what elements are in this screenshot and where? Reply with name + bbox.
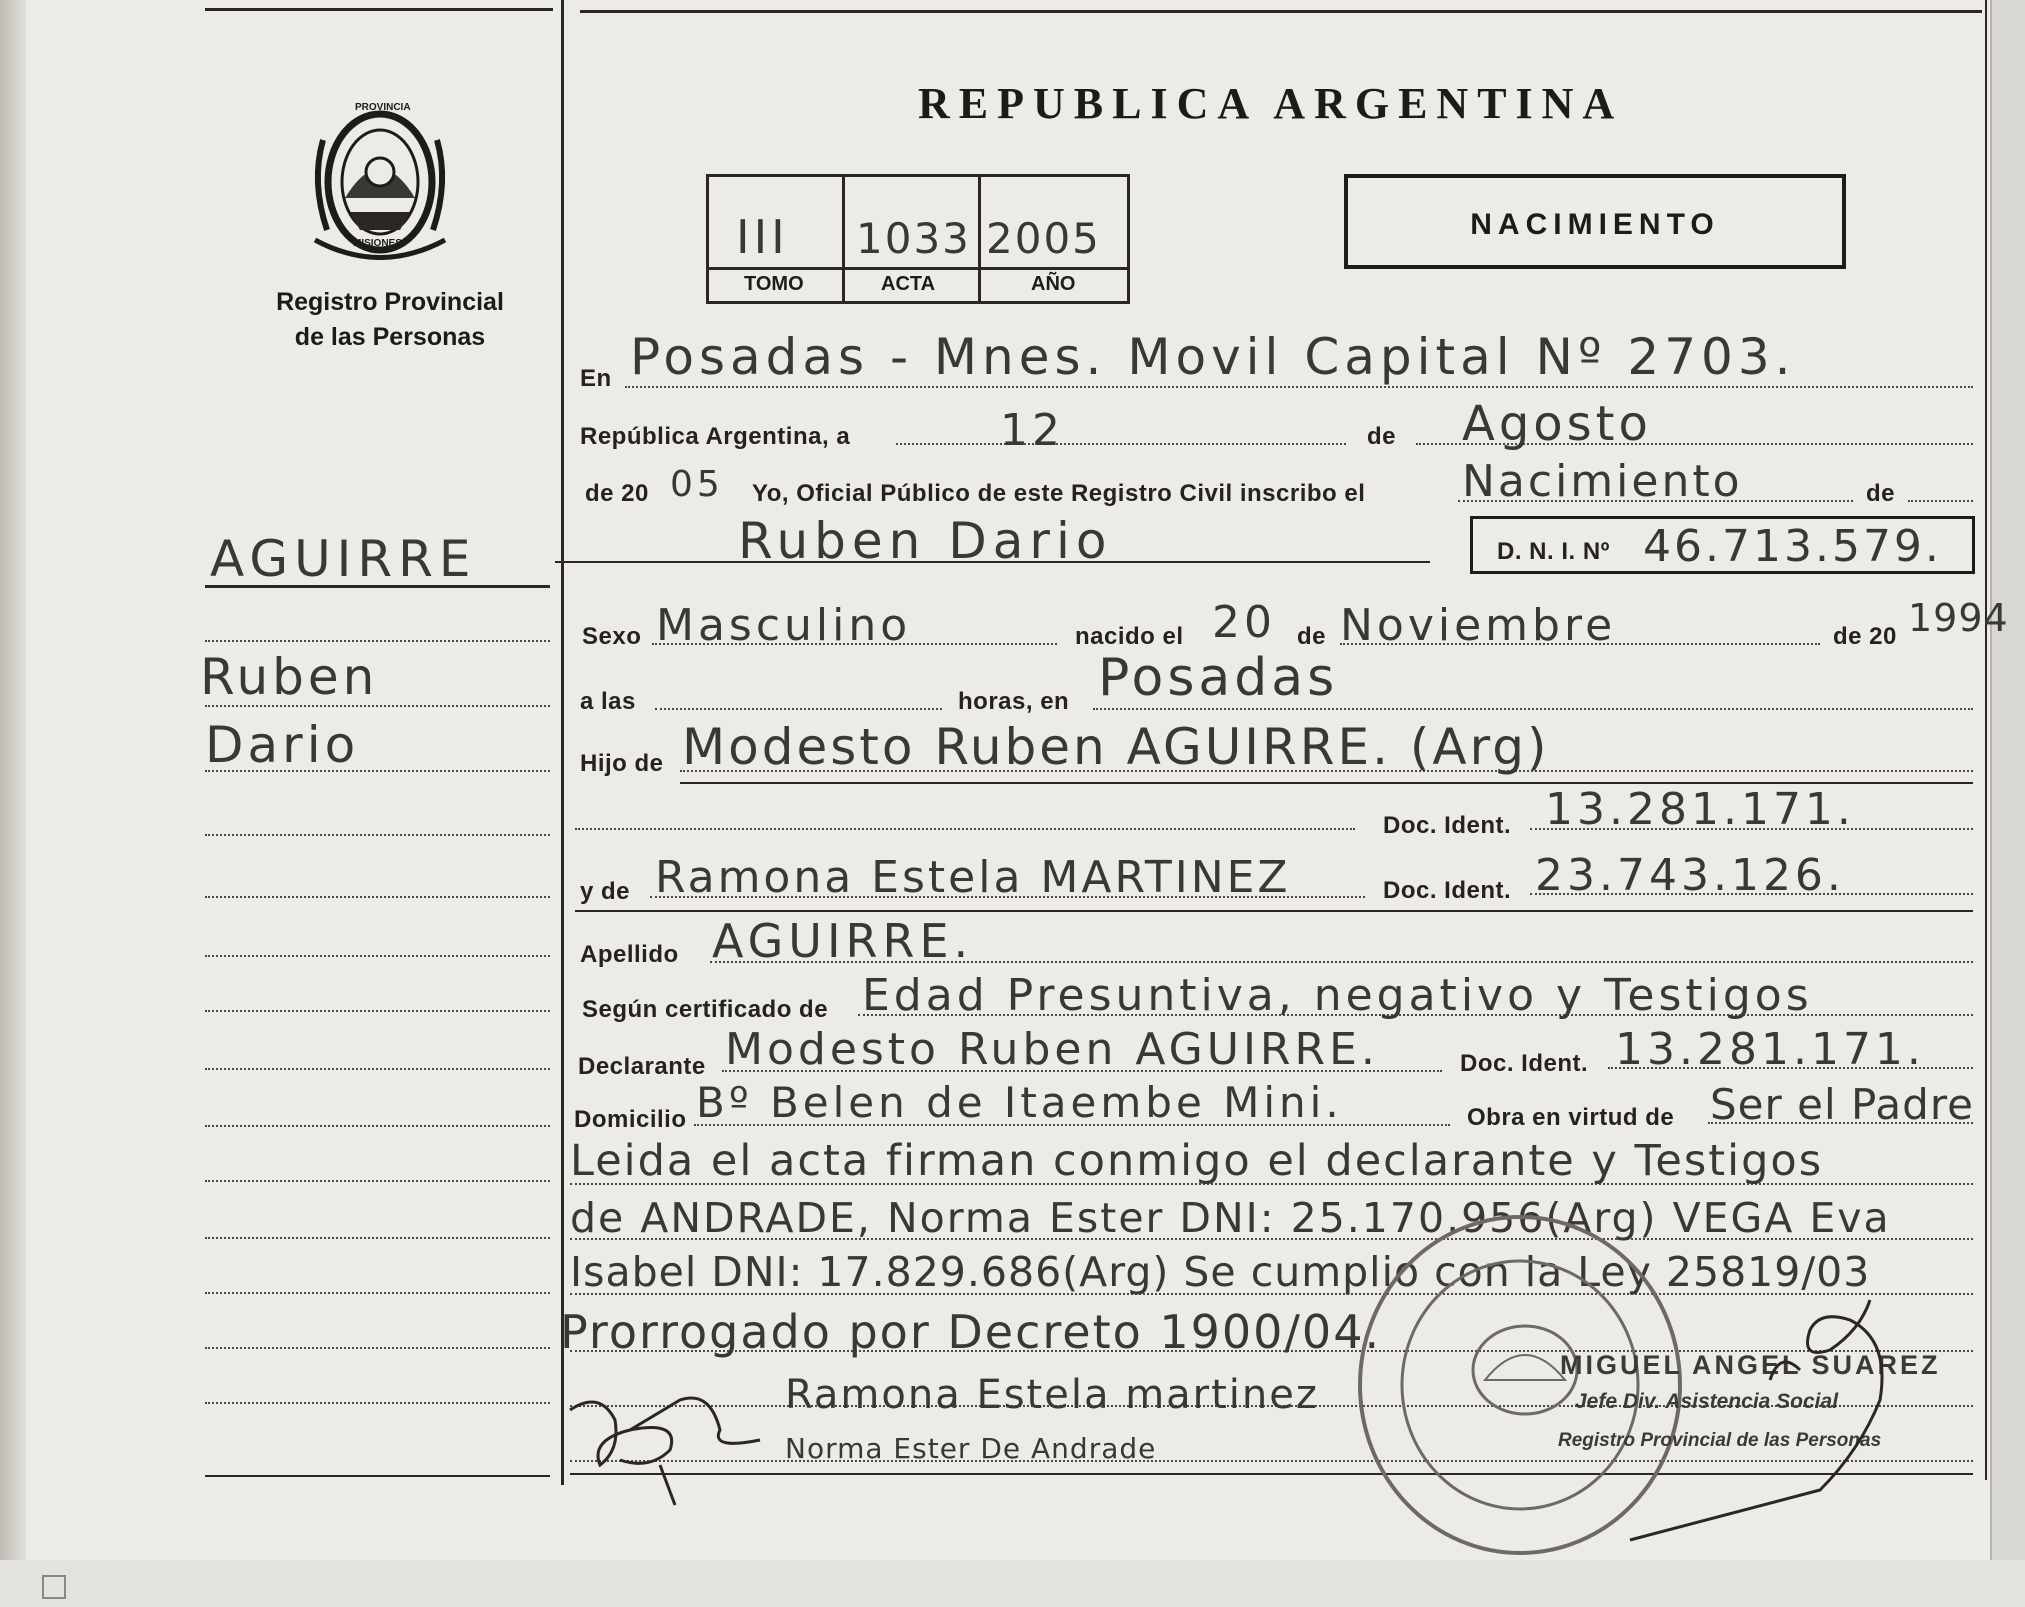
de-line [1908, 500, 1973, 502]
mother-doc-value: 23.743.126. [1535, 850, 1845, 901]
day-line [896, 443, 1346, 445]
signature-witness: Norma Ester De Andrade [785, 1432, 1157, 1465]
sidebar-given-1: Ruben [200, 648, 379, 706]
hijo-label: Hijo de [580, 750, 664, 777]
sidebar-line [205, 1237, 550, 1239]
birth-place-line [1093, 708, 1973, 710]
ano-label: AÑO [1031, 273, 1076, 295]
sidebar-line [205, 1125, 550, 1127]
page-edge-bottom [0, 1560, 2025, 1607]
sidebar-line [205, 1010, 550, 1012]
y-de-label: y de [580, 878, 631, 905]
year-suffix-value: 05 [670, 464, 724, 505]
sidebar-line [205, 1292, 550, 1294]
declarante-label: Declarante [578, 1053, 706, 1080]
record-box [706, 174, 1130, 304]
official-title: Jefe Div. Asistencia Social [1575, 1390, 1839, 1413]
segun-value: Edad Presuntiva, negativo y Testigos [862, 970, 1813, 1021]
seal-text-top: PROVINCIA [355, 102, 411, 113]
page-title: REPUBLICA ARGENTINA [918, 79, 1624, 128]
document-type: NACIMIENTO [1470, 208, 1720, 241]
sidebar-line [205, 1347, 550, 1349]
sidebar-line [205, 1180, 550, 1182]
declarante-doc-value: 13.281.171. [1615, 1024, 1925, 1075]
notes-text-2: de ANDRADE, Norma Ester DNI: 25.170.956(Arg) VEGA Eva [570, 1194, 1891, 1242]
official-signature-right [1620, 1290, 1920, 1550]
mother-underline [575, 910, 1973, 912]
en-line [625, 386, 1973, 388]
sexo-value: Masculino [656, 600, 912, 651]
name-value: Ruben Dario [738, 512, 1113, 570]
yo-label: Yo, Oficial Público de este Registro Civil inscribo el [752, 480, 1366, 507]
apellido-label: Apellido [580, 941, 679, 968]
official-signature-left [560, 1370, 790, 1510]
registry-name [240, 285, 540, 355]
birth-year-prefix: de 20 [1833, 623, 1897, 650]
right-border [1985, 0, 1987, 1480]
doc-ident-label-mother: Doc. Ident. [1383, 877, 1512, 904]
sidebar-line [205, 955, 550, 957]
page-edge-right [1990, 0, 2025, 1607]
birth-month-value: Noviembre [1340, 600, 1617, 651]
father-value: Modesto Ruben AGUIRRE. (Arg) [682, 718, 1550, 776]
obra-label: Obra en virtud de [1467, 1104, 1675, 1131]
record-box-divider [706, 267, 1130, 270]
sidebar-surname: AGUIRRE [210, 530, 477, 588]
dni-value: 46.713.579. [1643, 521, 1942, 572]
hour-line [655, 708, 942, 710]
sidebar-line [205, 834, 550, 836]
registry-line1: Registro Provincial [276, 288, 504, 316]
segun-label: Según certificado de [582, 996, 829, 1023]
tomo-label: TOMO [744, 273, 804, 295]
sidebar-given-2: Dario [205, 716, 360, 774]
notes-text-1: Leida el acta firman conmigo el declarante y Testigos [570, 1136, 1824, 1186]
tomo-value: III [736, 210, 789, 264]
horas-label: horas, en [958, 688, 1070, 715]
day-value: 12 [1000, 405, 1064, 456]
book-binding [0, 0, 26, 1607]
acta-label: ACTA [881, 273, 936, 295]
sidebar-line [205, 705, 550, 707]
doc-ident-label: Doc. Ident. [1383, 812, 1512, 839]
apellido-value: AGUIRRE. [712, 914, 974, 968]
father-extra-line [575, 828, 1355, 830]
de-label-2: de [1866, 480, 1896, 507]
sidebar-line [205, 896, 550, 898]
birth-year-value: 1994 [1908, 596, 2009, 640]
sidebar-rule-1 [205, 585, 550, 588]
sexo-label: Sexo [582, 623, 642, 650]
corner-mark [42, 1575, 66, 1599]
domicilio-label: Domicilio [574, 1106, 687, 1133]
seal-text-bottom: MISIONES [353, 238, 402, 249]
birth-place-value: Posadas [1098, 648, 1339, 708]
ano-value: 2005 [986, 214, 1101, 263]
official-name: MIGUEL ANGEL SUAREZ [1560, 1350, 1941, 1380]
obra-value: Ser el Padre [1710, 1080, 1974, 1129]
nacido-label: nacido el [1075, 623, 1184, 650]
sidebar-bottom-rule [205, 1475, 550, 1477]
dni-label: D. N. I. Nº [1497, 538, 1610, 565]
doc-ident-label-declarante: Doc. Ident. [1460, 1050, 1589, 1077]
de-label-3: de [1297, 623, 1327, 650]
de-label: de [1367, 423, 1397, 450]
declarante-value: Modesto Ruben AGUIRRE. [725, 1024, 1379, 1075]
year-prefix: de 20 [585, 480, 649, 507]
birth-day-value: 20 [1212, 597, 1276, 648]
mother-value: Ramona Estela MARTINEZ [655, 852, 1291, 903]
sidebar-line [205, 640, 550, 642]
column-divider [561, 0, 564, 1485]
registry-line2: de las Personas [294, 323, 486, 351]
republica-label: República Argentina, a [580, 423, 851, 450]
notes-text-4: Prorrogado por Decreto 1900/04. [560, 1305, 1382, 1359]
top-rule-left [205, 8, 553, 11]
inscribo-value: Nacimiento [1462, 456, 1743, 507]
document-type-box [1344, 174, 1846, 269]
sidebar-line [205, 770, 550, 772]
domicilio-value: Bº Belen de Itaembe Mini. [696, 1078, 1343, 1127]
sidebar-line [205, 1068, 550, 1070]
sidebar-line [205, 1402, 550, 1404]
month-value: Agosto [1462, 396, 1652, 452]
en-value: Posadas - Mnes. Movil Capital Nº 2703. [630, 328, 1796, 386]
province-seal [305, 100, 455, 260]
signature-mother: Ramona Estela martinez [785, 1372, 1319, 1418]
en-label: En [580, 365, 612, 392]
father-doc-value: 13.281.171. [1545, 784, 1855, 835]
dni-box [1470, 516, 1975, 574]
notes-text-3: Isabel DNI: 17.829.686(Arg) Se cumplio con la Ley 25819/03 [570, 1248, 1871, 1296]
top-rule-right [580, 10, 1982, 13]
a-las-label: a las [580, 688, 636, 715]
official-office: Registro Provincial de las Personas [1558, 1430, 1882, 1451]
acta-value: 1033 [856, 214, 971, 263]
